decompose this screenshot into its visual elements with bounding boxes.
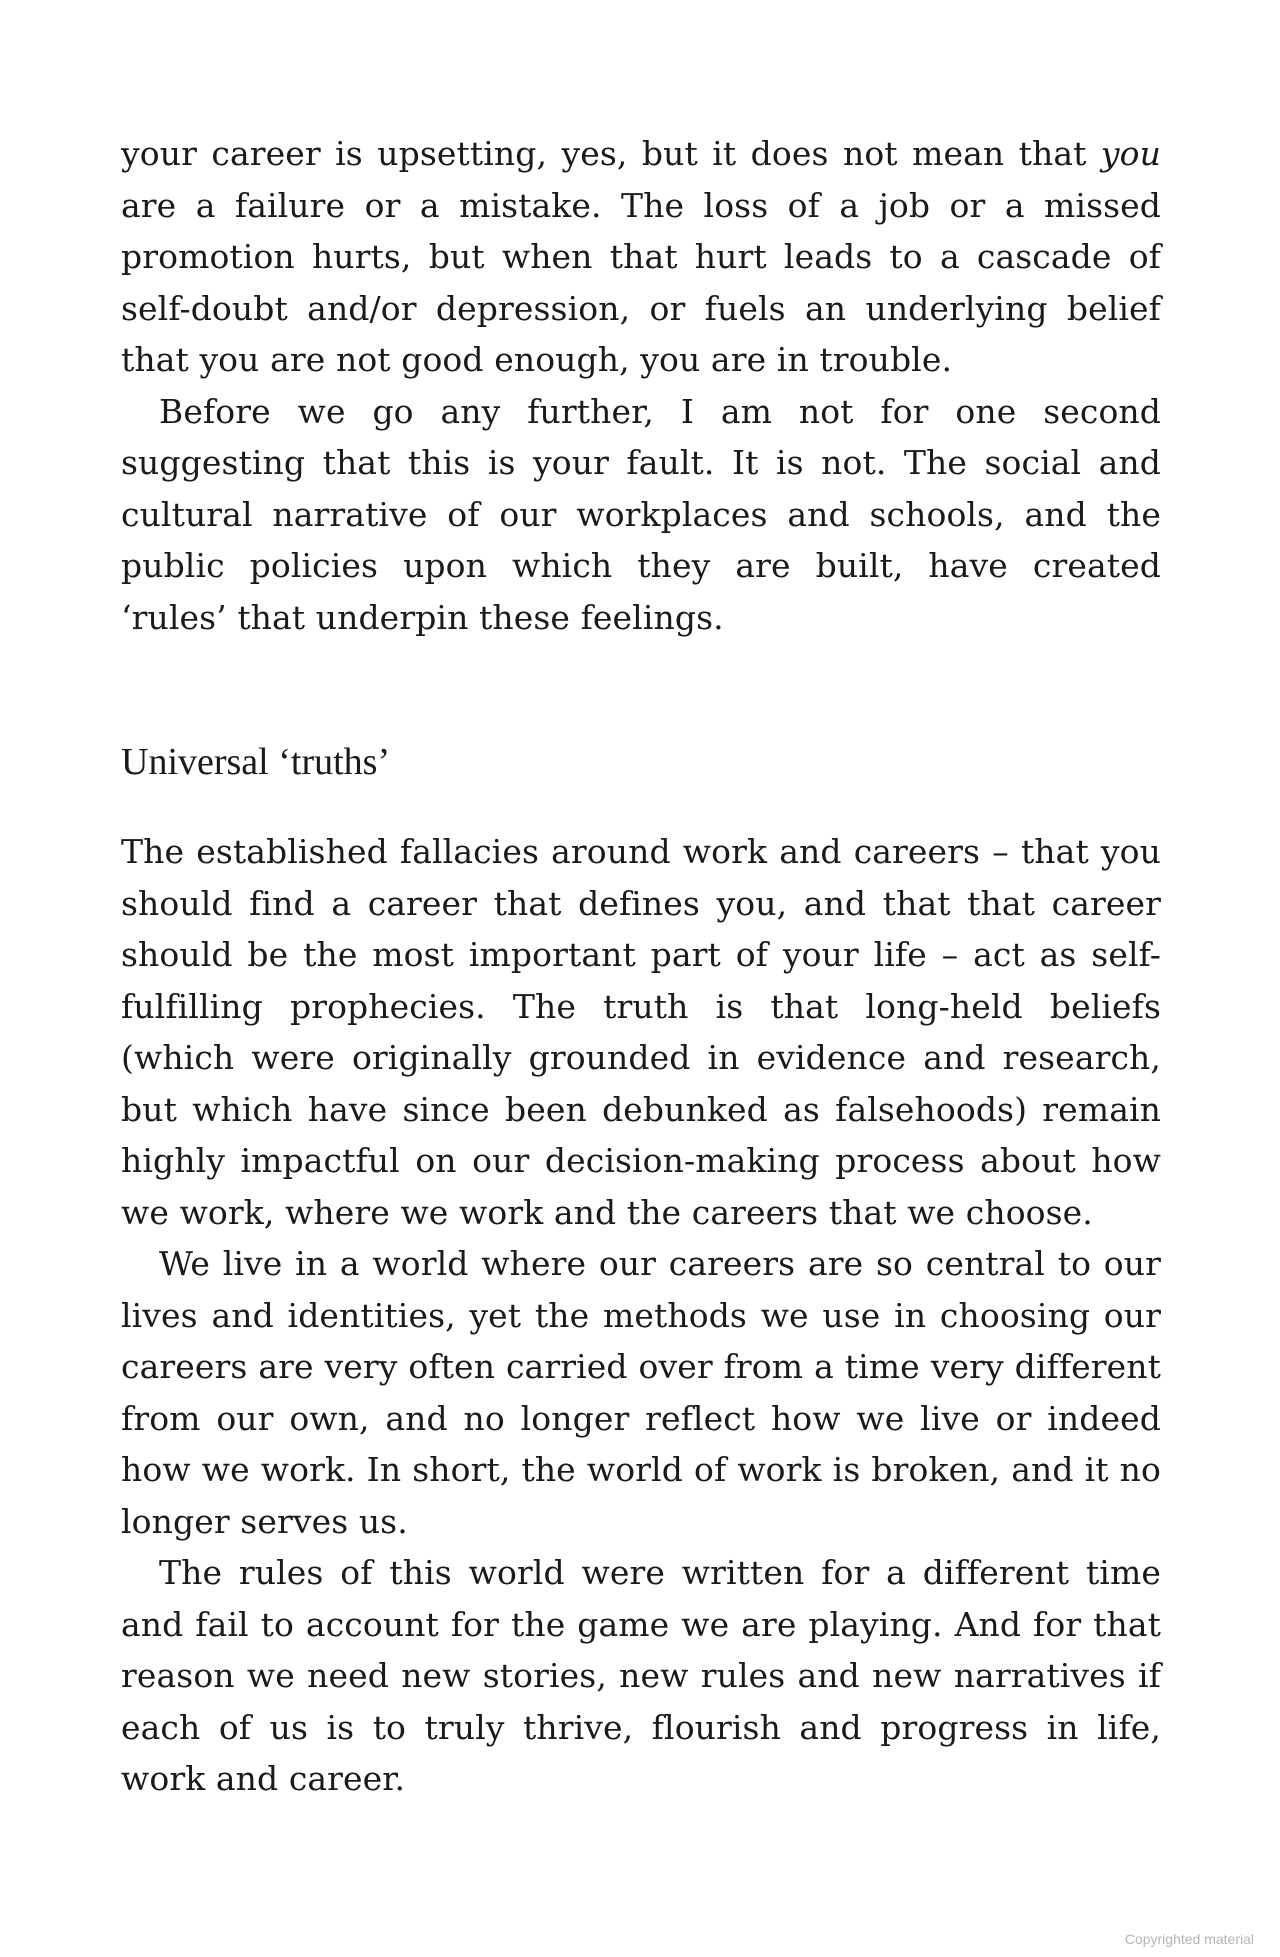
section-heading-wrap [121, 738, 1161, 786]
intro-p1-emphasis: you [1100, 134, 1161, 173]
section-heading: Universal ‘truths’ [121, 741, 391, 783]
section-paragraph-2: We live in a world where our careers are so central to our lives and identities, yet the methods we use in choosing our careers are very often carried over from a time very different from our own, and no longer reflect how we live or indeed how we work. In short, the world of work is broken, and it no longer serves us. [121, 1244, 1161, 1541]
intro-p1-start: your career is upsetting, yes, but it does not mean that [121, 134, 1101, 173]
book-page [121, 128, 1161, 1805]
copyright-notice: Copyrighted material [1124, 1931, 1254, 1947]
section-paragraph-1: The established fallacies around work and careers – that you should find a career that defines you, and that that career should be the most important part of your life – act as self-fulfilling prophecies. The truth is that long-held beliefs (which were originally grounded in evidence and research, but which have since been debunked as falsehoods) remain highly impactful on our decision-making process about how we work, where we work and the careers that we choose. [121, 832, 1161, 1232]
intro-p1-end: are a failure or a mistake. The loss of a job or a missed promotion hurts, but when that hurt leads to a cascade of self-doubt and/or depression, or fuels an underlying belief that you are not good enough, you are in trouble. [121, 185, 1161, 379]
intro-paragraph-1 [121, 128, 1161, 386]
section-paragraph-3: The rules of this world were written for a different time and fail to account for the game we are playing. And for that reason we need new stories, new rules and new narratives if each of us is to truly thrive, flourish and progress in life, work and career. [121, 1553, 1161, 1798]
intro-paragraph-2: Before we go any further, I am not for one second suggesting that this is your fault. It is not. The social and cultural narrative of our workplaces and schools, and the public policies upon which they are built, have created ‘rules’ that underpin these feelings. [121, 391, 1161, 637]
